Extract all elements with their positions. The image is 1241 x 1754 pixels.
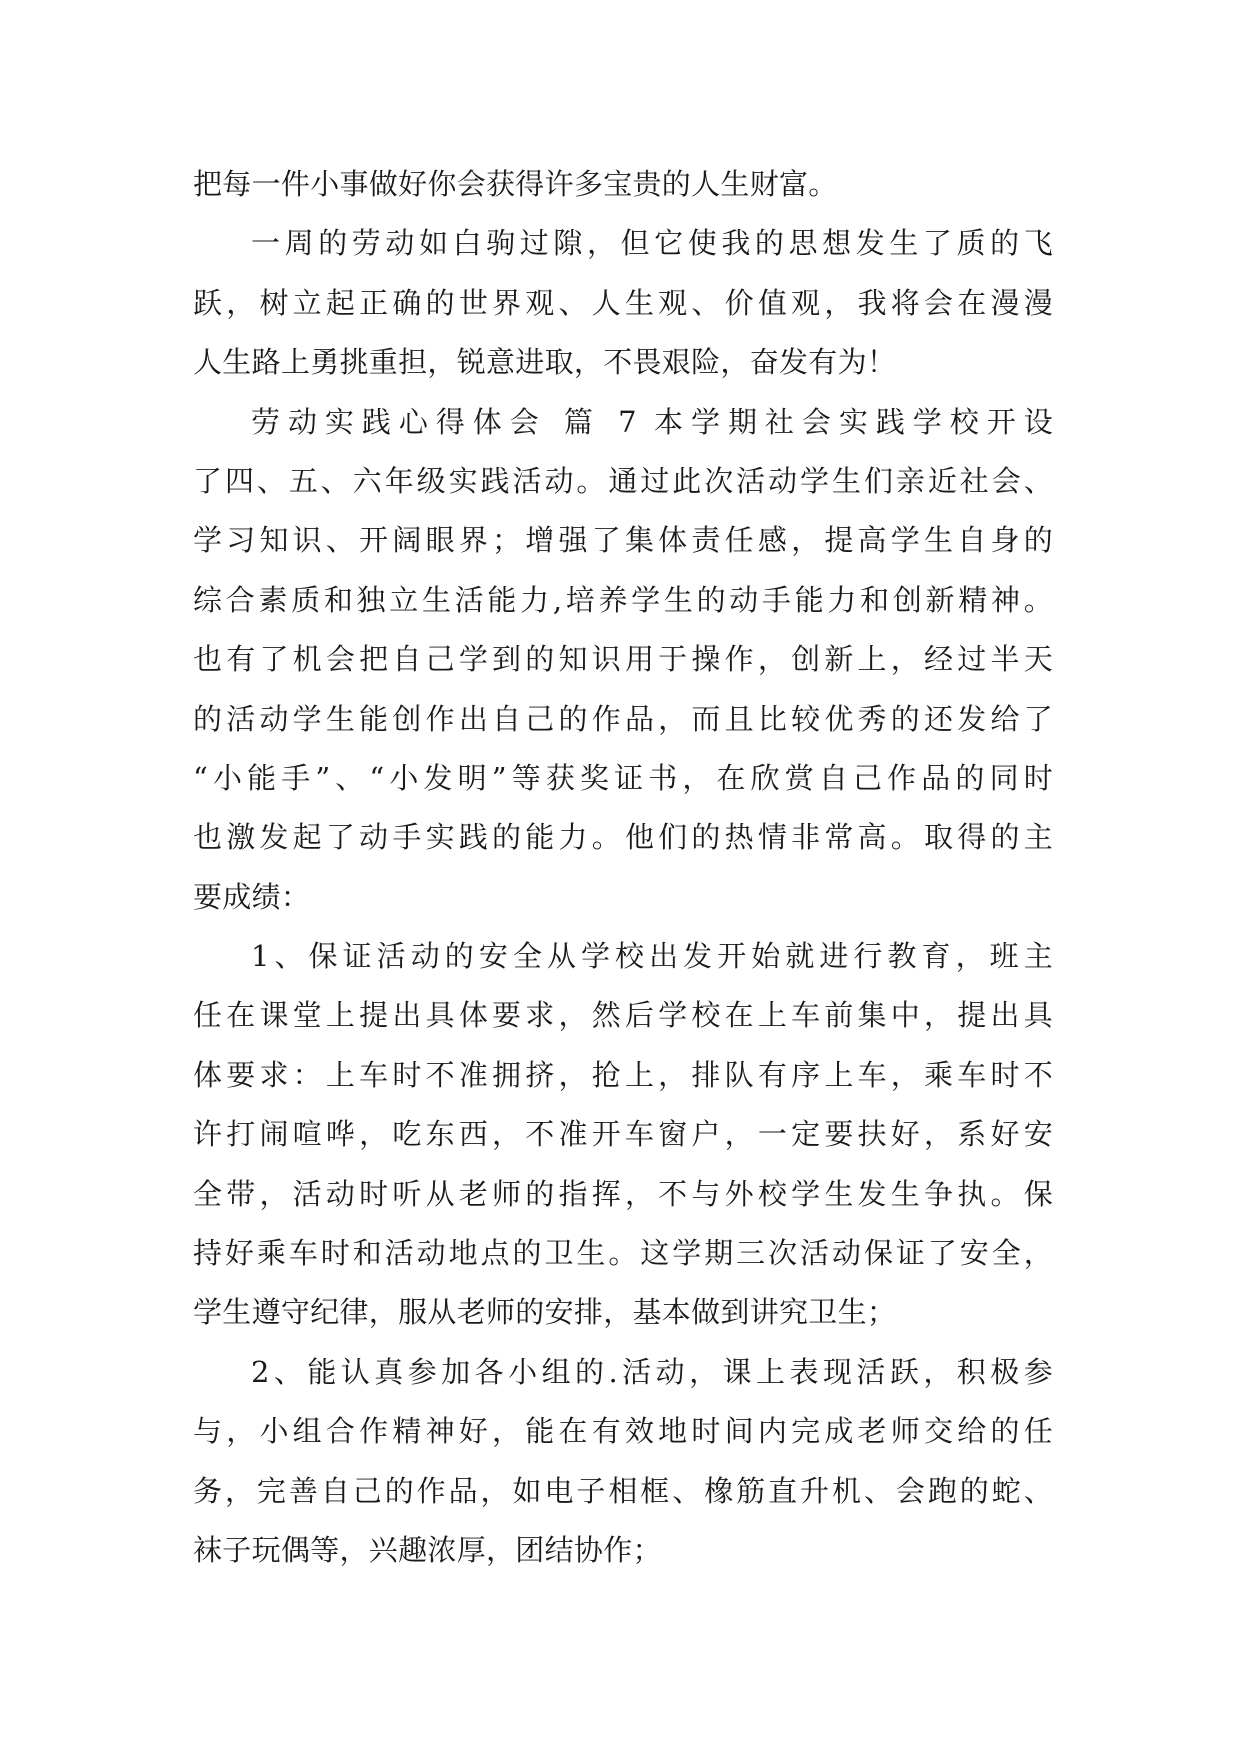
- text-line: 1、保证活动的安全从学校出发开始就进行教育，班主: [251, 939, 1053, 974]
- text-line: 劳动实践心得体会 篇 7 本学期社会实践学校开设: [251, 404, 1053, 439]
- text-line: 持好乘车时和活动地点的卫生。这学期三次活动保证了安全，: [193, 1236, 1053, 1271]
- text-line: 一周的劳动如白驹过隙，但它使我的思想发生了质的飞: [251, 226, 1053, 261]
- text-line: 人生路上勇挑重担，锐意进取，不畏艰险，奋发有为！: [193, 345, 897, 380]
- text-line: 体要求：上车时不准拥挤，抢上，排队有序上车，乘车时不: [193, 1057, 1053, 1092]
- text-line: 务，完善自己的作品，如电子相框、橡筋直升机、会跑的蛇、: [193, 1473, 1053, 1508]
- text-line: 学习知识、开阔眼界；增强了集体责任感，提高学生自身的: [193, 523, 1053, 558]
- text-line: 了四、五、六年级实践活动。通过此次活动学生们亲近社会、: [193, 463, 1053, 498]
- text-line: 任在课堂上提出具体要求，然后学校在上车前集中，提出具: [193, 998, 1053, 1033]
- text-line: “小能手”、“小发明”等获奖证书，在欣赏自己作品的同时: [193, 760, 1053, 795]
- text-line: 要成绩：: [193, 879, 311, 914]
- text-line: 把每一件小事做好你会获得许多宝贵的人生财富。: [193, 167, 838, 201]
- text-line: 跃，树立起正确的世界观、人生观、价值观，我将会在漫漫: [193, 285, 1053, 320]
- text-line: 2、能认真参加各小组的.活动，课上表现活跃，积极参: [251, 1354, 1053, 1389]
- text-line: 的活动学生能创作出自己的作品，而且比较优秀的还发给了: [193, 701, 1053, 736]
- text-line: 也激发起了动手实践的能力。他们的热情非常高。取得的主: [193, 820, 1053, 855]
- text-line: 全带，活动时听从老师的指挥，不与外校学生发生争执。保: [193, 1176, 1053, 1211]
- text-line: 袜子玩偶等，兴趣浓厚，团结协作；: [193, 1532, 662, 1567]
- body-text: [193, 155, 1053, 1580]
- text-line: 与，小组合作精神好，能在有效地时间内完成老师交给的任: [193, 1414, 1053, 1449]
- text-line: 学生遵守纪律，服从老师的安排，基本做到讲究卫生；: [193, 1295, 897, 1330]
- text-line: 也有了机会把自己学到的知识用于操作，创新上，经过半天: [193, 642, 1053, 677]
- text-line: 许打闹喧哗，吃东西，不准开车窗户，一定要扶好，系好安: [193, 1117, 1053, 1152]
- text-line: 综合素质和独立生活能力,培养学生的动手能力和创新精神。: [193, 582, 1053, 617]
